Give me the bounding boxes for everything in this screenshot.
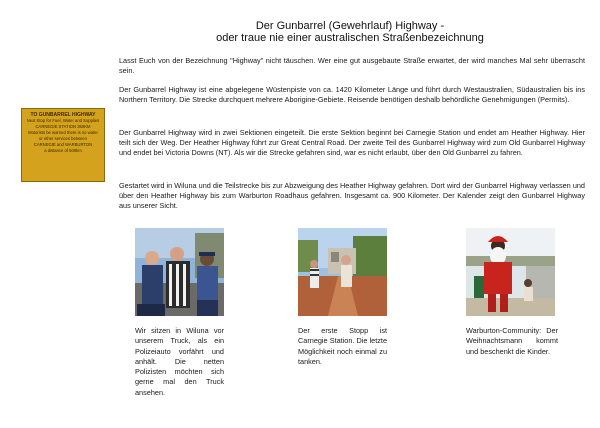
sign-line: Motorists be warned there is no water — [28, 130, 98, 135]
caption-warburton: Warburton-Community: Der Weihnachtsmann kommt und beschenkt die Kinder. — [466, 326, 558, 356]
sign-line: Next Stop for Fuel, Water and Supplies — [26, 118, 100, 123]
sign-line: TO GUNBARREL HIGHWAY — [30, 112, 96, 118]
paragraph-description: Der Gunbarrel Highway ist eine abgelegene Wüstenpiste von ca. 1420 Kilometer Länge und führt durch Westaustralien, Südaustralien bis ins Northern Territory. Die Strecke durchquert mehrere Aborigine-Gebiete. Reisende benötigen deshalb behördliche Genehmigungen (Permits). — [119, 85, 585, 105]
photo-police-wiluna — [135, 228, 224, 316]
page-title — [150, 20, 550, 44]
road-sign-image — [21, 108, 105, 182]
caption-carnegie: Der erste Stopp ist Carnegie Station. Die letzte Möglichkeit noch einmal zu tanken. — [298, 326, 387, 366]
photo-carnegie-station — [298, 228, 387, 316]
paragraph-sections: Der Gunbarrel Highway wird in zwei Sektionen eingeteilt. Die erste Sektion beginnt bei Carnegie Station und endet am Heather Highway. Hier teilt sich der Weg. Der Heather Highway führt zur Great Central Road. Der zweite Teil des Gunbarrel Highway wird zum Old Gunbarrel Highway und endet bei Victoria Downs (NT). Als wir die Strecke gefahren sind, war es nicht erlaubt, über den Old Gunbarrel zu fahren. — [119, 128, 585, 158]
caption-police: Wir sitzen in Wiluna vor unserem Truck, als ein Polizeiauto vorfährt und anhält. Die netten Polizisten möchten sich gerne mal den Truck ansehen. — [135, 326, 224, 397]
sign-line: CARNEGIE STATION 350KM — [35, 124, 91, 129]
sign-line: or other services between — [39, 136, 87, 141]
photo-warburton-santa — [466, 228, 555, 316]
paragraph-route: Gestartet wird in Wiluna und die Teilstrecke bis zur Abzweigung des Heather Highway gefahren. Dort wird der Gunbarrel Highway verlassen und über den Heather Highway bis zum Warburton Roadhaus gefahren. Insgesamt ca. 900 Kilometer. Der Kalender zeigt den Gunbarrel Highway aus unserer Sicht. — [119, 181, 585, 211]
paragraph-intro: Lasst Euch von der Bezeichnung "Highway" nicht täuschen. Wer eine gut ausgebaute Straße erwartet, der wird manches Mal sehr überrascht sein. — [119, 56, 585, 76]
sign-line: a distance of 500km — [44, 148, 82, 153]
sign-line: CARNEGIE and WARBURTON — [33, 142, 93, 147]
title-line-2: oder traue nie einer australischen Straßenbezeichnung — [216, 32, 484, 44]
title-line-1: Der Gunbarrel (Gewehrlauf) Highway - — [255, 20, 445, 32]
